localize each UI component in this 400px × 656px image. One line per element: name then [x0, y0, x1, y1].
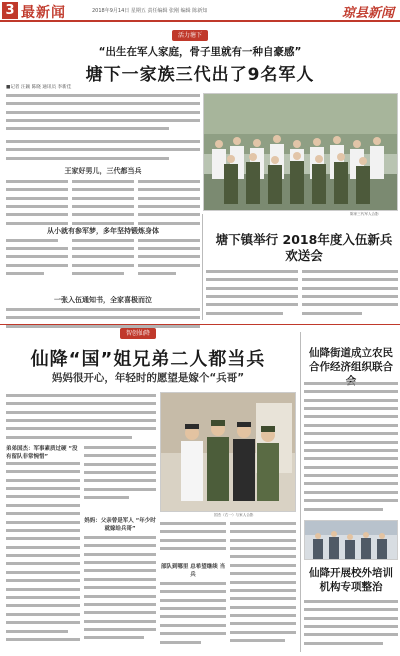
side2-body-2: [304, 598, 398, 652]
column-divider-2: [300, 332, 301, 652]
story2-col-2b: [84, 534, 156, 650]
page-meta: 2018年9月14日 星期五 责任编辑 张刚 编辑 陈新知: [92, 8, 208, 14]
story1-byline: ■记者 汪颖 陈晓 通讯员 李新佳: [6, 85, 72, 90]
story1-body-end: [6, 306, 200, 336]
story1-title: 塘下一家族三代出了9名军人: [85, 65, 315, 85]
story2-tag: 智创仙降: [120, 328, 156, 339]
story2-subhead-3: 部队到哪里 总希望继续 当兵: [160, 564, 226, 578]
side2-title-2: 仙降开展校外培训机构专项整治: [309, 567, 393, 593]
story2-subhead-1: 弟弟国杰：军事素质过硬 “没有留队非常惋惜”: [6, 446, 78, 460]
family-photo-caption: 陈家三代军人合影: [350, 212, 379, 216]
page-header: [0, 0, 400, 22]
side1-col-1: [206, 268, 298, 320]
column-divider-1: [202, 214, 203, 320]
story2-col-3b: [160, 580, 226, 650]
page-number: 3: [2, 2, 18, 19]
story2-col-3a: [160, 520, 226, 560]
story1-subhead-1: 王家好男儿，三代都当兵: [64, 167, 142, 175]
family-photo: [203, 93, 398, 211]
side2-body-1: [304, 380, 398, 516]
paper-logo: 琼县新闻: [341, 6, 394, 21]
story2-title: 仙降“国”姐兄弟二人都当兵: [30, 349, 266, 370]
side1-col-2: [302, 268, 398, 320]
story2-col-4: [230, 520, 296, 650]
training-photo: [304, 520, 398, 560]
story2-col-1: [6, 460, 80, 650]
story1-tag: 活力塘下: [172, 30, 208, 41]
section-divider: [0, 324, 400, 325]
story1-intro: [6, 92, 200, 134]
story2-intro: [6, 392, 156, 442]
story1-subhead-3: 一张入伍通知书，全家喜极而泣: [54, 296, 152, 304]
story2-subhead-2: 妈妈：父亲曾是军人 “年少时就嫁给兵哥”: [84, 518, 156, 532]
story1-body-a: [6, 138, 200, 164]
story1-subhead-2: 从小就有参军梦，多年坚持锻炼身体: [6, 226, 200, 236]
soldier-photo-caption: 国杰（右一）与家人合影: [214, 513, 254, 517]
soldier-family-photo: [160, 392, 296, 512]
story2-subtitle: 妈妈很开心，年轻时的愿望是嫁个“兵哥”: [51, 372, 245, 384]
story1-lead-title: “出生在军人家庭，骨子里就有一种自豪感”: [98, 46, 302, 58]
story2-col-2a: [84, 444, 156, 504]
section-title: 最新闻: [21, 5, 66, 21]
side1-title: 塘下镇举行 2018年度入伍新兵欢送会: [215, 232, 393, 263]
side2-title-1: 仙降街道成立农民合作经济组织联合: [309, 347, 393, 373]
